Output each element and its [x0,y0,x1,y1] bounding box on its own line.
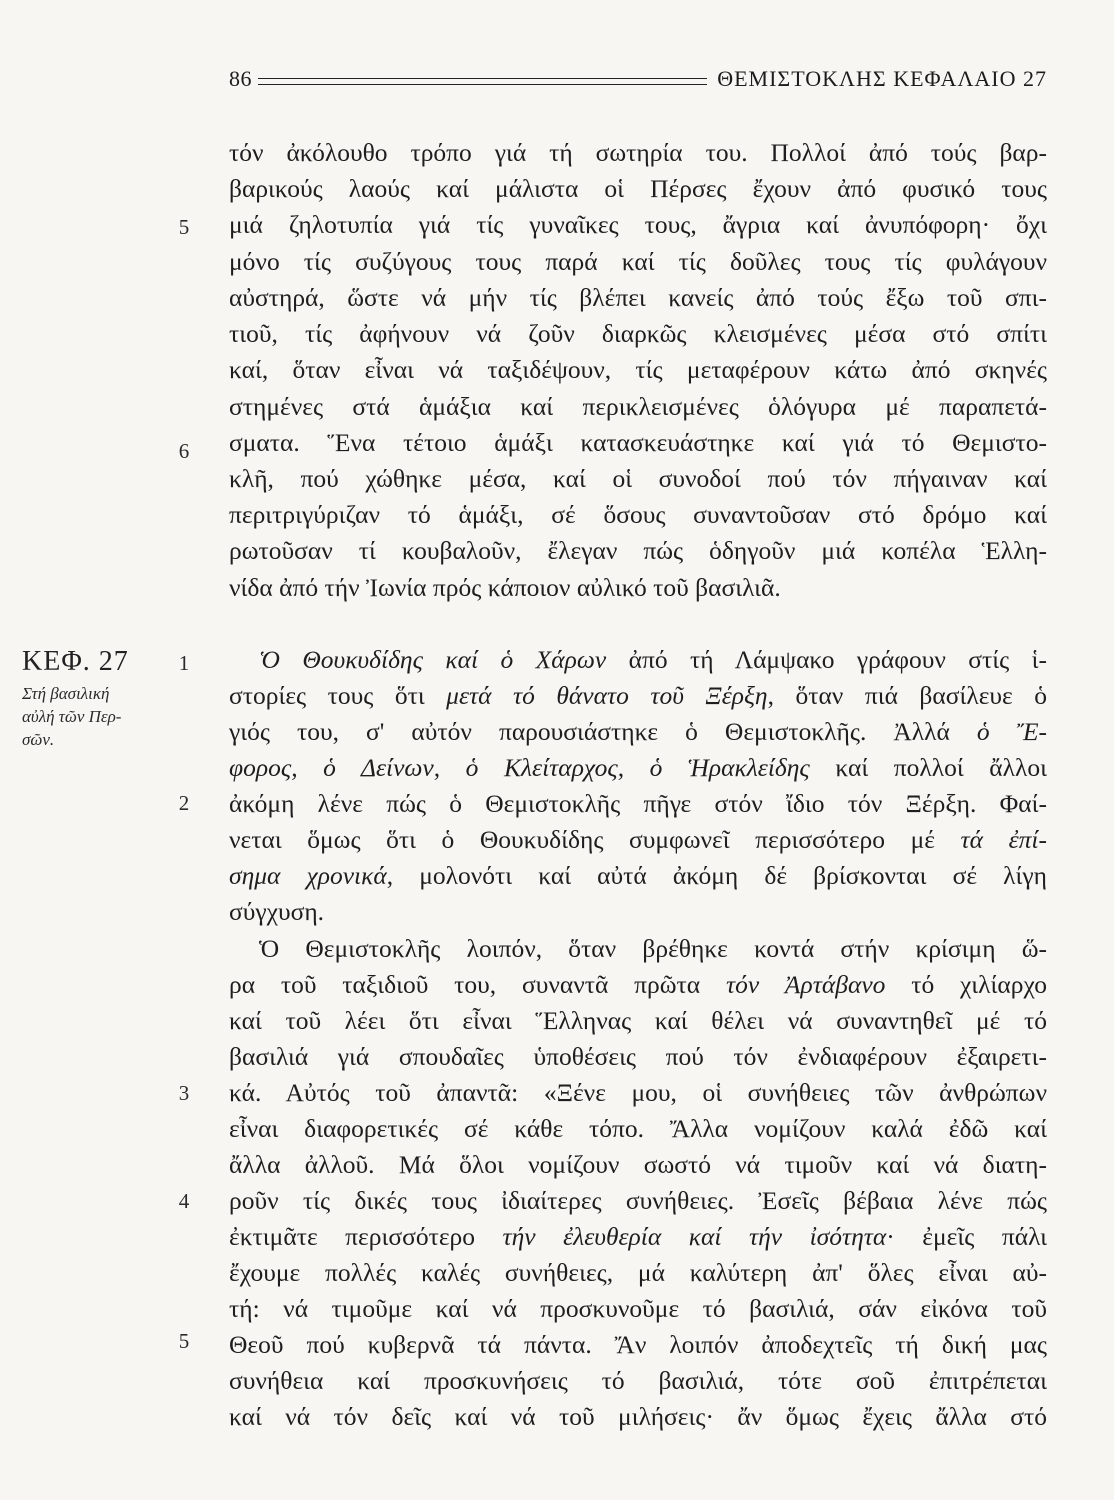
text-span: ἐκτιμᾶτε περισσότερο [229,1222,503,1251]
line-number: 6 [178,439,190,463]
line-number: 4 [178,1189,190,1213]
text-line: τιοῦ, τίς ἀφήνουν νά ζοῦν διαρκῶς κλεισμένες μέσα στό σπίτι [229,319,1047,348]
text-line: ροῦν τίς δικές τους ἰδιαίτερες συνήθειες. Ἐσεῖς βέβαια λένε πώς [229,1186,1047,1215]
text-line: σύγχυση. [229,897,325,926]
italic-span: τήν ἐλευθερία καί τήν ἰσότητα [502,1222,887,1251]
margin-note-line: Στή βασιλική [22,684,110,703]
text-span: , μολονότι καί αὐτά ἀκόμη δέ βρίσκονται σέ λίγη [386,861,1047,890]
margin-note-line: αὐλή τῶν Περ- [22,707,122,726]
italic-span: μετά τό θάνατο τοῦ Ξέρξη [446,681,768,710]
text-line [229,823,1047,857]
text-line: εἶναι διαφορετικές σέ κάθε τόπο. Ἄλλα νομίζουν καλά ἐδῶ καί [229,1114,1047,1143]
text-line: αὐστηρά, ὥστε νά μήν τίς βλέπει κανείς ἀπό τούς ἔξω τοῦ σπι- [229,283,1047,312]
text-line: μόνο τίς συζύγους τους παρά καί τίς δοῦλες τους τίς φυλάγουν [229,247,1047,276]
text-line: καί, ὅταν εἶναι νά ταξιδέψουν, τίς μεταφέρουν κάτω ἀπό σκηνές [229,355,1047,384]
margin-note-line: σῶν. [22,730,55,749]
line-number: 1 [178,651,190,675]
text-line [229,751,1047,785]
text-line: κά. Αὐτός τοῦ ἀπαντᾶ: «Ξένε μου, οἱ συνήθειες τῶν ἀνθρώπων [229,1078,1047,1107]
text-line [229,859,1047,893]
line-number: 5 [178,215,190,239]
text-span: τό χιλίαρχο [885,970,1047,999]
text-line [229,643,1047,677]
italic-span: τόν Ἀρτάβανο [725,970,886,999]
text-line: τόν ἀκόλουθο τρόπο γιά τή σωτηρία του. Πολλοί ἀπό τούς βαρ- [229,138,1047,167]
italic-span: τά ἐπί- [960,825,1047,854]
text-line [229,1220,1047,1254]
text-line: τή: νά τιμοῦμε καί νά προσκυνοῦμε τό βασιλιά, σάν εἰκόνα τοῦ [229,1294,1047,1323]
italic-span: ὁ Ἔ- [976,717,1047,746]
text-span: νεται ὅμως ὅτι ὁ Θουκυδίδης συμφωνεῖ περισσότερο μέ [229,825,961,854]
italic-span: φορος, ὁ Δείνων, ὁ Κλείταρχος, ὁ Ἡρακλείδης [229,753,810,782]
text-line: καί τοῦ λέει ὅτι εἶναι Ἕλληνας καί θέλει νά συναντηθεῖ μέ τό [229,1006,1047,1035]
text-line: περιτριγύριζαν τό ἁμάξι, σέ ὅσους συναντοῦσαν στό δρόμο καί [229,500,1047,529]
text-span: ρα τοῦ ταξιδιοῦ του, συναντᾶ πρῶτα [229,970,726,999]
text-span: γιός του, σ' αὐτόν παρουσιάστηκε ὁ Θεμιστοκλῆς. Ἀλλά [229,717,977,746]
header-rule [258,78,707,85]
italic-span: σημα χρονικά [229,861,387,890]
text-span: ἀπό τή Λάμψακο γράφουν στίς ἱ- [606,645,1047,674]
text-line: νίδα ἀπό τήν Ἰωνία πρός κάποιον αὐλικό τοῦ βασιλιᾶ. [229,573,781,602]
text-span: · ἐμεῖς πάλι [886,1222,1047,1251]
line-number: 3 [178,1081,190,1105]
page-header [229,62,1047,96]
text-line: συνήθεια καί προσκυνήσεις τό βασιλιά, τότε σοῦ ἐπιτρέπεται [229,1366,1047,1395]
line-number: 5 [178,1329,190,1353]
text-line: σματα. Ἕνα τέτοιο ἁμάξι κατασκευάστηκε καί γιά τό Θεμιστο- [229,428,1047,457]
text-line: ἀκόμη λένε πώς ὁ Θεμιστοκλῆς πῆγε στόν ἴδιο τόν Ξέρξη. Φαί- [229,789,1047,818]
page-number: 86 [229,66,252,91]
text-line [229,968,1047,1002]
chapter-heading: ΚΕΦ. 27 [22,646,129,677]
text-line: ἔχουμε πολλές καλές συνήθειες, μά καλύτερη ἀπ' ὅλες εἶναι αὐ- [229,1258,1047,1287]
text-line: στημένες στά ἁμάξια καί περικλεισμένες ὁλόγυρα μέ παραπετά- [229,392,1047,421]
text-line: ἄλλα ἀλλοῦ. Μά ὅλοι νομίζουν σωστό νά τιμοῦν καί νά διατη- [229,1150,1047,1179]
text-line: ρωτοῦσαν τί κουβαλοῦν, ἔλεγαν πώς ὁδηγοῦν μιά κοπέλα Ἑλλη- [229,536,1047,565]
text-line: μιά ζηλοτυπία γιά τίς γυναῖκες τους, ἄγρια καί ἀνυπόφορη· ὄχι [229,210,1047,239]
text-line: καί νά τόν δεῖς καί νά τοῦ μιλήσεις· ἄν ὅμως ἔχεις ἄλλα στό [229,1402,1047,1431]
text-line [229,679,1047,713]
text-span: , ὅταν πιά βασίλευε ὁ [767,681,1047,710]
text-span: καί πολλοί ἄλλοι [809,753,1047,782]
text-line: βαρικούς λαούς καί μάλιστα οἱ Πέρσες ἔχουν ἀπό φυσικό τους [229,174,1047,203]
text-line: κλῆ, πού χώθηκε μέσα, καί οἱ συνοδοί πού τόν πήγαιναν καί [229,464,1047,493]
text-line: βασιλιά γιά σπουδαῖες ὑποθέσεις πού τόν ἐνδιαφέρουν ἐξαιρετι- [229,1042,1047,1071]
text-line: Θεοῦ πού κυβερνᾶ τά πάντα. Ἄν λοιπόν ἀποδεχτεῖς τή δική μας [229,1330,1047,1359]
text-line [229,715,1047,749]
italic-span: Ὁ Θουκυδίδης καί ὁ Χάρων [259,645,607,674]
running-title: ΘΕΜΙΣΤΟΚΛΗΣ ΚΕΦΑΛΑΙΟ 27 [717,66,1047,91]
text-span: στορίες τους ὅτι [229,681,447,710]
text-line: Ὁ Θεμιστοκλῆς λοιπόν, ὅταν βρέθηκε κοντά στήν κρίσιμη ὥ- [259,934,1047,963]
line-number: 2 [178,791,190,815]
